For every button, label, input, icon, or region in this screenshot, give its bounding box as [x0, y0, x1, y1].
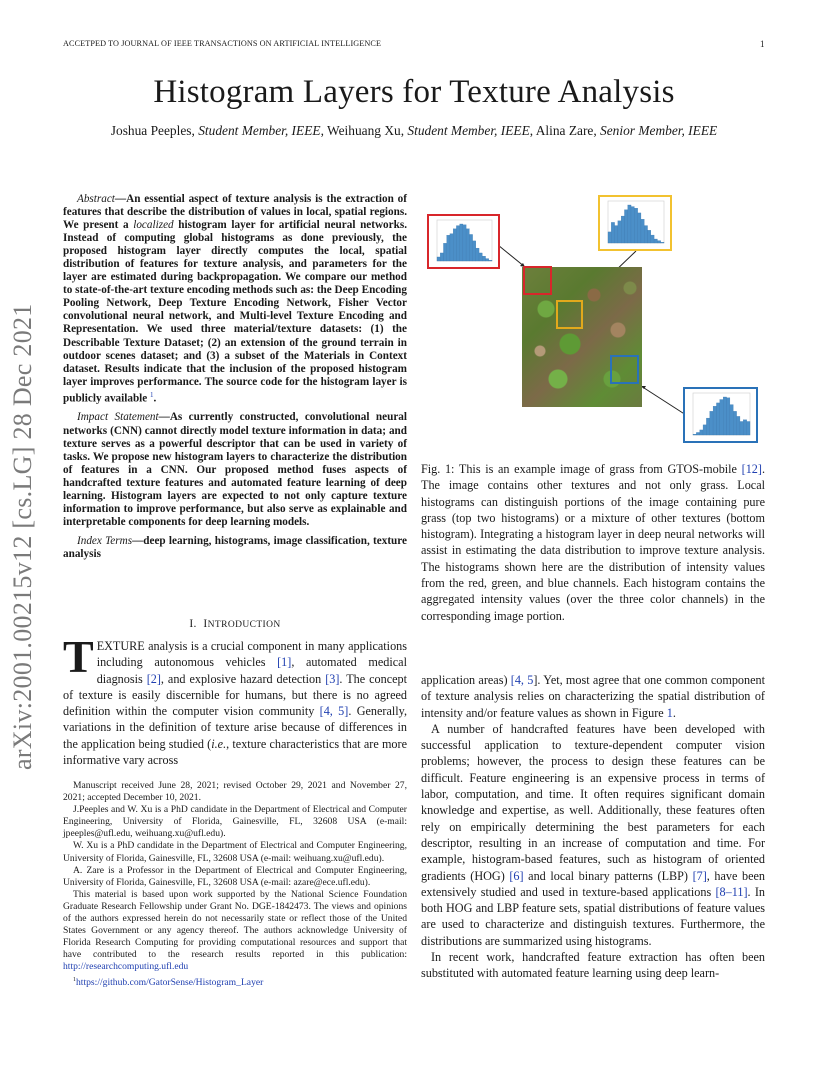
histogram-chart-icon: [685, 389, 756, 441]
drop-cap: T: [63, 631, 94, 682]
footnote-1: $^1$https://github.com/GatorSense/Histogram_Layer: [73, 976, 264, 988]
author-list: Joshua Peeples, Student Member, IEEE, Weihuang Xu, Student Member, IEEE, Alina Zare, Senior Member, IEEE: [110, 123, 718, 138]
paragraph: A number of handcrafted features have been developed with successful application to texture-dependent computer vision problems; however, the process to design these features can be difficult. Feature engineering is an expensive process in terms of labor, computation, and time. It often requires significant domain knowledge and expertise, as well. Additionally, these features often rely on empirically determining the best parameters for each descriptor, resulting in an increase of computation and time. For example, histogram-based features, such as histogram of oriented gradients (HOG) [6] and local binary patterns (LBP) [7], have been extensively studied and used in texture-based applications [8–11]. In both HOG and LBP feature sets, spatial distributions of feature values are used to characterize and distinguish textures. Furthermore, the distributions are summarized using histograms.: [421, 721, 766, 948]
footnote-peeples: J.Peeples and W. Xu is a PhD candidate in the Department of Electrical and Computer Engineering, University of Florida, Gainesville, FL, 32608 USA (e-mail: jpeeples@ufl.edu, weihuang.xu@ufl.edu).: [63, 804, 407, 840]
intro-paragraph: TEXTURE analysis is a crucial component in many applications including autonomous vehicles [1], automated medical diagnosis [2], and explosive hazard detection [3]. The concept of texture is easily discernible for humans, but there is no agreed definition within the computer vision community [4, 5]. Generally, variations in the definition of texture arise because of differences in the application being studied (i.e., texture characteristics that are more informative vary across: [63, 631, 407, 768]
arxiv-stamp: arXiv:2001.00215v12 [cs.LG] 28 Dec 2021: [8, 303, 37, 770]
citation-link[interactable]: [4,: [319, 704, 339, 719]
author-name: Weihuang Xu: [327, 123, 401, 138]
footnote-funding: This material is based upon work supported by the National Science Foundation Graduate Research Fellowship under Grant No. DGE-1842473. The views and opinions of the authors expressed herein do not necessarily state or reflect those of the United States Government or any agency thereof. The authors acknowledge University of Florida Research Computing for providing computational resources and support that have contributed to the research results reported in this publication: http://researchcomputing.ufl.edu: [63, 888, 407, 973]
roi-blue-box: [610, 355, 639, 384]
citation-link[interactable]: [7]: [692, 868, 707, 883]
paragraph: application areas) [4, 5]. Yet, most agree that one common component of texture analysis relies on characterizing the spatial distribution of intensity and/or feature values as shown in Figure 1.: [421, 673, 765, 720]
right-column-text: [421, 672, 765, 982]
author-name: Joshua Peeples: [110, 123, 192, 138]
author-role: Student Member, IEEE: [198, 123, 321, 138]
section-heading: I. INTRODUCTION: [189, 618, 281, 630]
footnote-received: Manuscript received June 28, 2021; revised October 29, 2021 and November 27, 2021; accepted December 10, 2021.: [63, 780, 407, 804]
figure-caption: Fig. 1: This is an example image of grass from GTOS-mobile [12]. The image contains other textures and not only grass. Local histograms can distinguish portions of the image containing pure grass (top two histograms) or a mixture of other textures (bottom histogram). Integrating a histogram layer in deep neural networks will assist in estimating the data distribution to improve texture analysis. The histograms shown here are the distribution of intensity values from the red, green, and blue channels. Each histogram contains the aggregated intensity values (over the three color channels) in the corresponding image portion.: [421, 462, 765, 623]
page-number: 1: [760, 39, 765, 49]
index-terms: Index Terms—deep learning, histograms, image classification, texture analysis: [63, 534, 407, 560]
emphasis: localized: [133, 219, 174, 232]
histogram-red: [427, 214, 500, 269]
citation-link[interactable]: [2]: [146, 671, 161, 686]
impact-label: Impact Statement: [77, 411, 159, 424]
abstract-block: [63, 193, 407, 561]
footnote-zare: A. Zare is a Professor in the Department of Electrical and Computer Engineering, University of Florida, Gainesville, FL, 32608 USA (e-mail: azare@ece.ufl.edu).: [63, 864, 407, 888]
citation-link[interactable]: [4,: [510, 673, 528, 687]
histogram-chart-icon: [429, 216, 498, 267]
roi-yellow-box: [556, 300, 583, 329]
github-link[interactable]: https://github.com/GatorSense/Histogram_Layer: [76, 976, 264, 988]
index-terms-label: Index Terms: [77, 534, 133, 547]
author-name: Alina Zare: [535, 123, 594, 138]
citation-link[interactable]: [1]: [277, 655, 292, 670]
histogram-yellow: [598, 195, 672, 251]
citation-link[interactable]: [3]: [325, 671, 340, 686]
footnote-xu: W. Xu is a PhD candidate in the Department of Electrical and Computer Engineering, University of Florida, Gainesville, FL, 32608 USA (e-mail: weihuang.xu@ufl.edu).: [63, 840, 407, 864]
footnotes: [63, 780, 407, 989]
citation-link[interactable]: 5: [338, 704, 345, 719]
impact-statement: Impact Statement—As currently constructed, convolutional neural networks (CNN) cannot directly model texture information in data; and texture serves as a powerful descriptor that can be used in variety of tasks. We propose new histogram layers to characterize the distribution of features in a CNN. Our proposed method fuses aspects of handcrafted texture features and automated feature learning of deep learning. Histogram layers are expected to not only capture texture information to improve performance, but also serve as explainable and interpretable components for deep learning models.: [63, 411, 407, 528]
author-role: Student Member, IEEE: [407, 123, 530, 138]
histogram-blue: [683, 387, 758, 443]
research-computing-link[interactable]: http://researchcomputing.ufl.edu: [63, 961, 189, 973]
running-head: ACCETPED TO JOURNAL OF IEEE TRANSACTIONS ON ARTIFICIAL INTELLIGENCE: [63, 39, 382, 48]
paper-title: Histogram Layers for Texture Analysis: [153, 74, 675, 110]
citation-link[interactable]: [6]: [509, 868, 524, 883]
paragraph: In recent work, handcrafted feature extraction has often been substituted with automated feature learning using deep learn-: [421, 950, 765, 981]
citation-link[interactable]: [8–11]: [715, 884, 748, 899]
citation-link[interactable]: [12]: [741, 462, 762, 476]
footnote-link[interactable]: 1: [150, 390, 154, 399]
citation-link[interactable]: 5: [527, 673, 534, 687]
histogram-chart-icon: [600, 197, 670, 249]
figure-link[interactable]: 1: [666, 705, 673, 720]
abstract: Abstract—An essential aspect of texture analysis is the extraction of features that describe the distribution of values in local, spatial regions. We present a localized histogram layer for artificial neural networks. Instead of computing global histograms as done previously, the proposed histogram layer directly computes the local, spatial distribution of features for texture analysis, and parameters for the layer are estimated during backpropagation. We compare our method to state-of-the-art texture encoding methods such as: the Deep Encoding Pooling Network, Deep Texture Encoding Network, Fisher Vector convolutional neural network, and Multi-level Texture Encoding and Representation. We used three material/texture datasets: (1) the Describable Texture Dataset; (2) an extension of the ground terrain in outdoor scenes dataset; and (3) a subset of the Materials in Context dataset. Results indicate that the inclusion of the proposed histogram layer improves performance. The source code for the histogram layer is publicly available $^1$.: [63, 193, 407, 405]
caption-label: Fig. 1:: [421, 462, 455, 476]
abstract-label: Abstract: [77, 193, 115, 205]
roi-red-box: [523, 266, 552, 295]
author-role: Senior Member, IEEE: [600, 123, 718, 138]
